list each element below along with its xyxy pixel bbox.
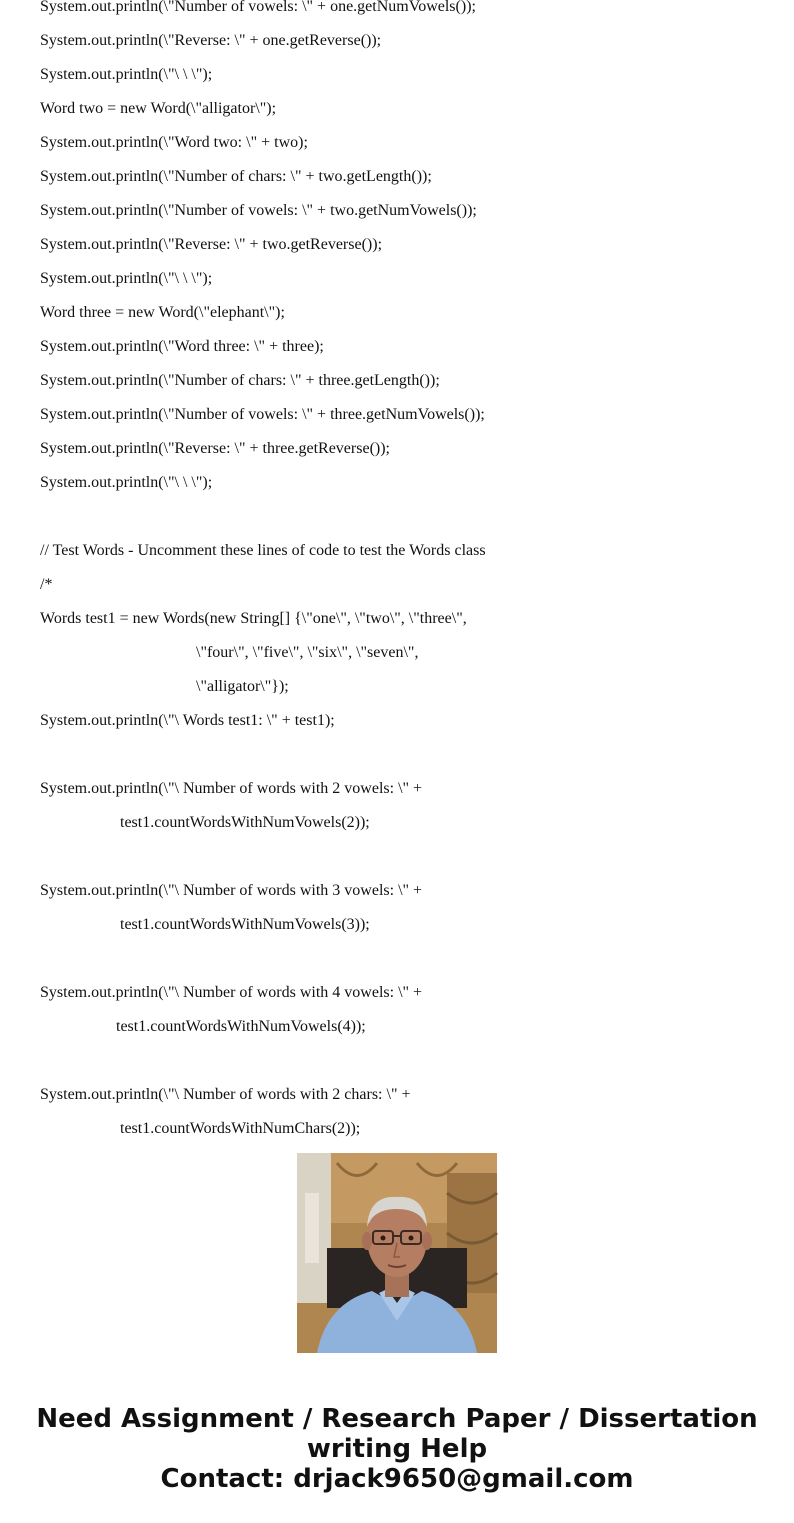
- code-line: System.out.println(\"\ Number of words with 2 chars: \" +: [40, 1086, 411, 1103]
- contact-banner: [0, 1404, 794, 1494]
- code-line: test1.countWordsWithNumVowels(3));: [40, 916, 370, 933]
- code-line: [40, 1044, 486, 1078]
- code-line: test1.countWordsWithNumVowels(4));: [40, 1018, 366, 1035]
- code-line: System.out.println(\"Number of vowels: \" + one.getNumVowels());: [40, 0, 476, 15]
- code-line: test1.countWordsWithNumVowels(2));: [40, 814, 370, 831]
- code-line: System.out.println(\"\ Number of words with 2 vowels: \" +: [40, 780, 423, 797]
- code-line: test1.countWordsWithNumChars(2));: [40, 1120, 361, 1137]
- code-line: System.out.println(\"Number of vowels: \" + two.getNumVowels());: [40, 202, 477, 219]
- avatar: [297, 1153, 497, 1353]
- code-line: System.out.println(\"\ Words test1: \" + test1);: [40, 712, 335, 729]
- code-line: System.out.println(\"Reverse: \" + one.getReverse());: [40, 32, 382, 49]
- code-line: Word three = new Word(\"elephant\");: [40, 304, 285, 321]
- code-line: System.out.println(\"\ \ \");: [40, 474, 213, 491]
- code-line: \"alligator\"});: [40, 678, 289, 695]
- code-line: System.out.println(\"\ Number of words with 3 vowels: \" +: [40, 882, 423, 899]
- code-line: System.out.println(\"Number of chars: \" + two.getLength());: [40, 168, 432, 185]
- code-line: System.out.println(\"Reverse: \" + two.getReverse());: [40, 236, 383, 253]
- tutor-photo-icon: [297, 1153, 497, 1353]
- code-line: Word two = new Word(\"alligator\");: [40, 100, 277, 117]
- code-line: System.out.println(\"\ \ \");: [40, 66, 213, 83]
- code-line: System.out.println(\"Word two: \" + two);: [40, 134, 308, 151]
- code-line: [40, 738, 486, 772]
- code-line: [40, 840, 486, 874]
- code-line: System.out.println(\"Number of vowels: \" + three.getNumVowels());: [40, 406, 485, 423]
- contact-line-1: Need Assignment / Research Paper / Dissertation: [36, 1404, 758, 1434]
- code-lines: [40, 0, 486, 1146]
- code-line: [40, 500, 486, 534]
- contact-email: Contact: drjack9650@gmail.com: [160, 1464, 634, 1494]
- code-line: System.out.println(\"Number of chars: \" + three.getLength());: [40, 372, 440, 389]
- code-line: System.out.println(\"Word three: \" + three);: [40, 338, 324, 355]
- code-line: [40, 942, 486, 976]
- code-line: \"four\", \"five\", \"six\", \"seven\",: [40, 644, 419, 661]
- code-line: System.out.println(\"\ \ \");: [40, 270, 213, 287]
- code-line: System.out.println(\"\ Number of words with 4 vowels: \" +: [40, 984, 423, 1001]
- code-line: System.out.println(\"Reverse: \" + three.getReverse());: [40, 440, 390, 457]
- contact-line-2: writing Help: [306, 1434, 488, 1464]
- code-line: // Test Words - Uncomment these lines of code to test the Words class: [40, 542, 486, 559]
- code-line: Words test1 = new Words(new String[] {\"one\", \"two\", \"three\",: [40, 610, 467, 627]
- code-line: /*: [40, 576, 53, 593]
